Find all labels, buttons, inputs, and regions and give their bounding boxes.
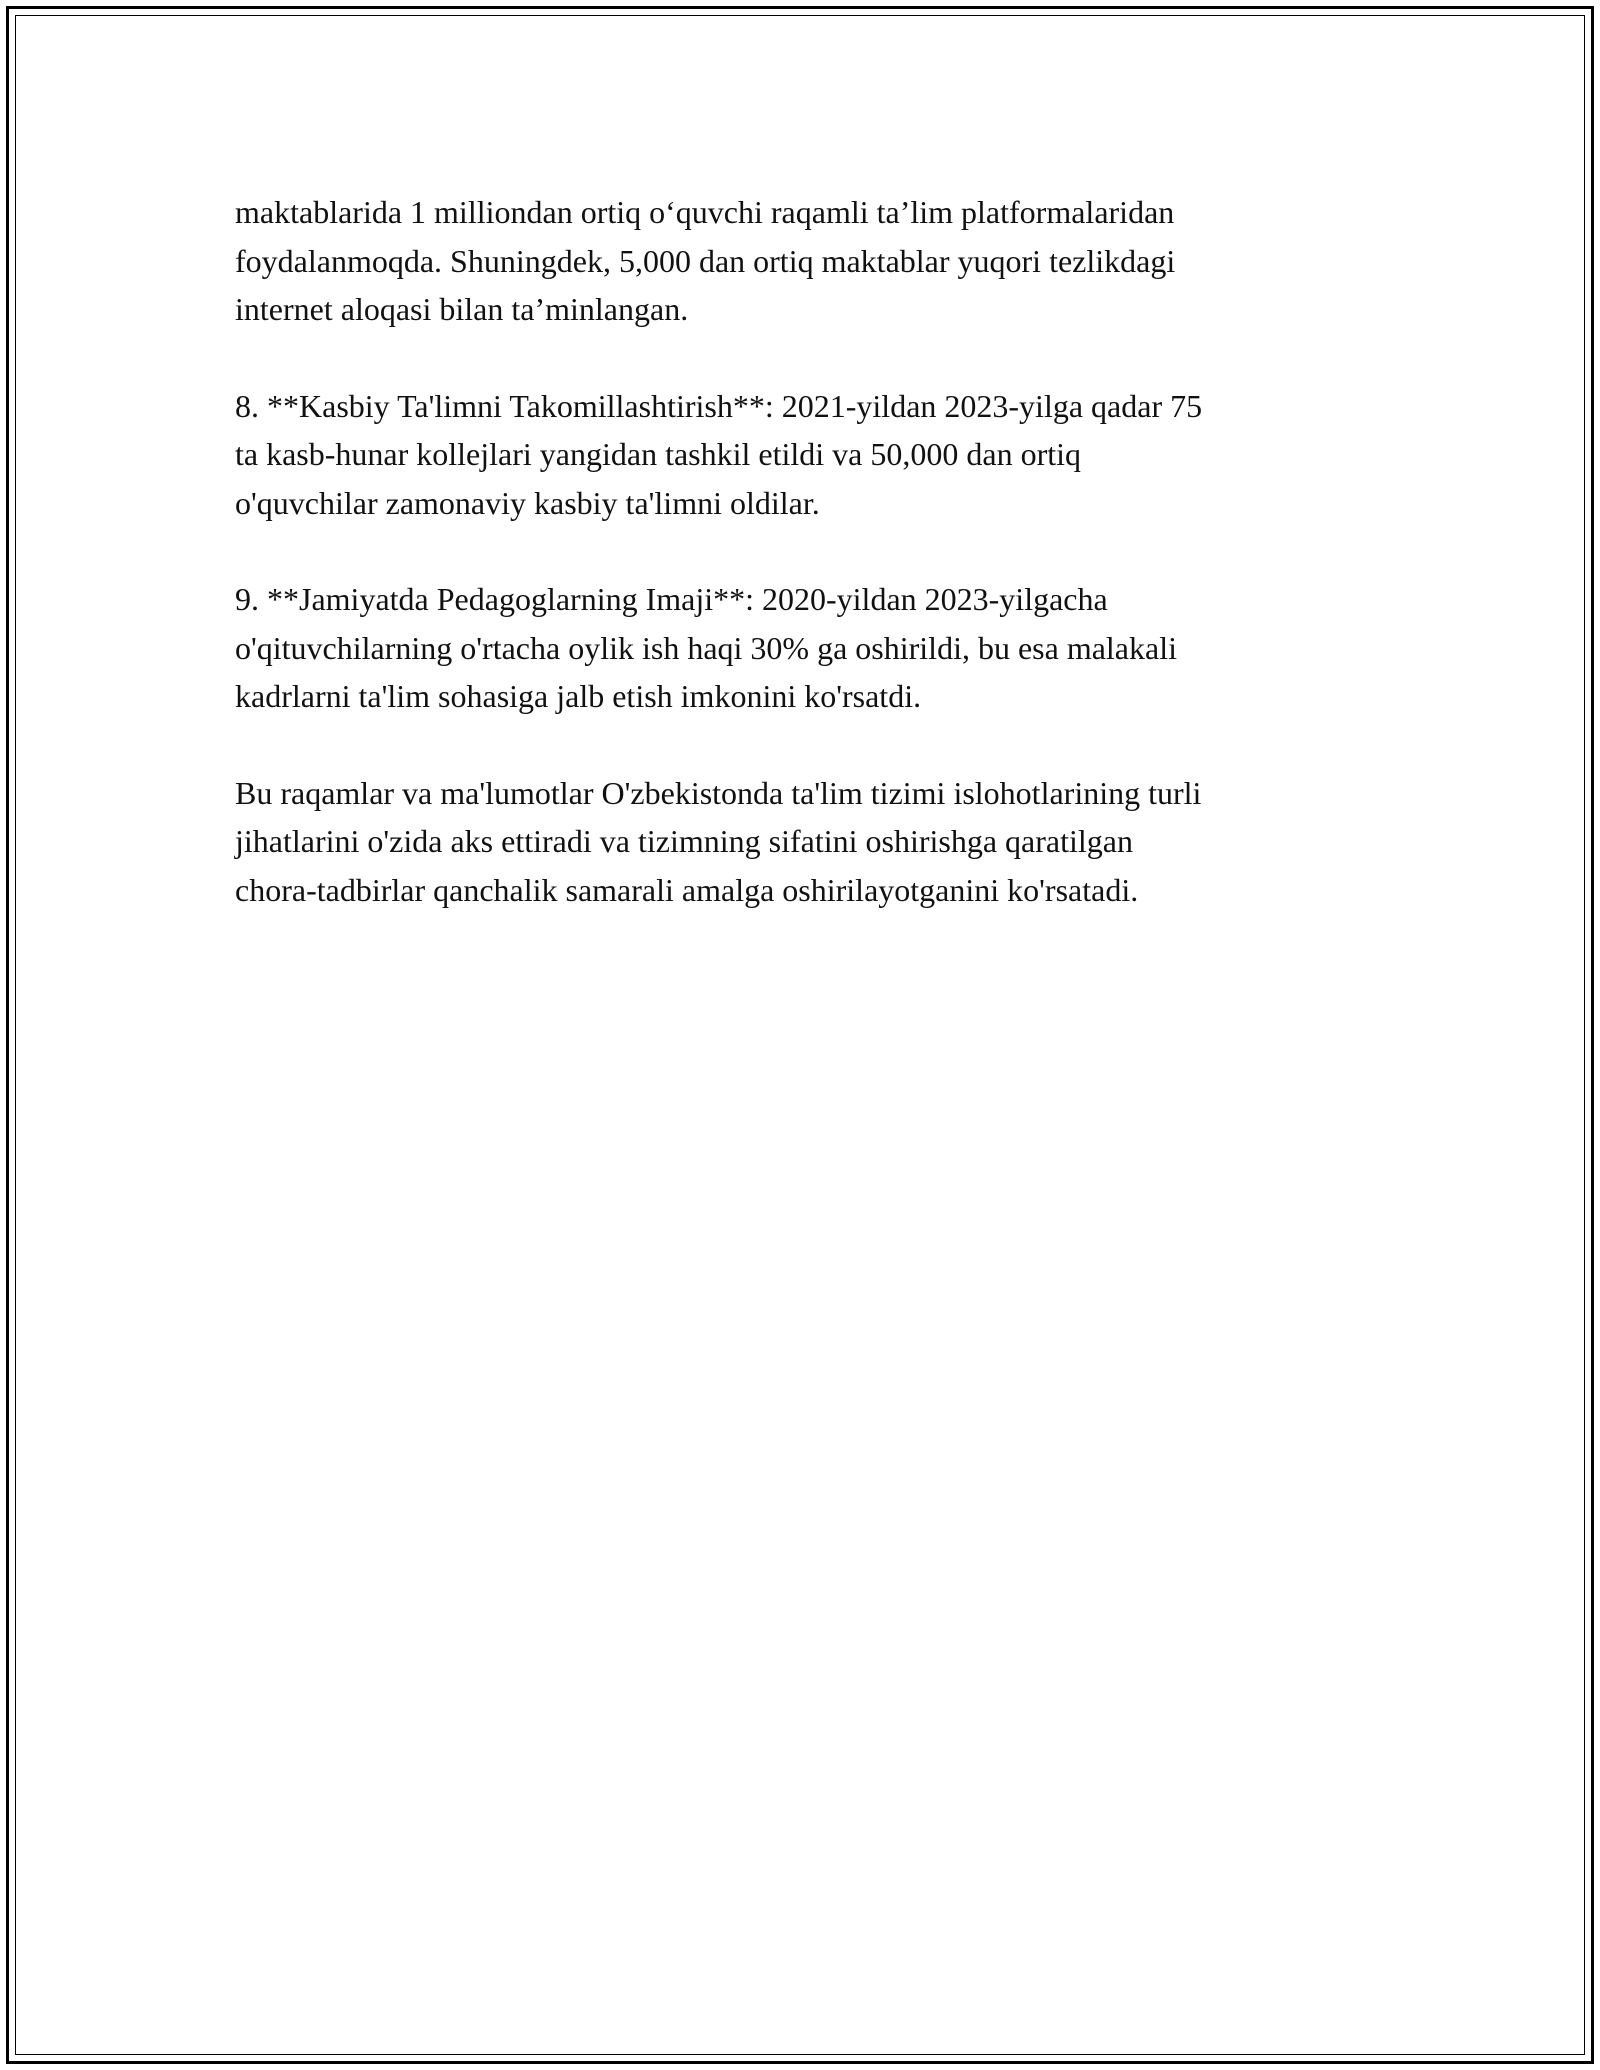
paragraph-teacher-image: 9. **Jamiyatda Pedagoglarning Imaji**: 2020-yildan 2023-yilgacha o'qituvchilarning o'rtacha oylik ish haqi 30% ga oshirildi, bu esa malakali kadrlarni ta'lim sohasiga jalb etish imkonini ko'rsatdi. xyxy=(235,581,1177,714)
document-body xyxy=(235,188,1375,962)
paragraph-vocational-education: 8. **Kasbiy Ta'limni Takomillashtirish**: 2021-yildan 2023-yilga qadar 75 ta kasb-hunar kollejlari yangidan tashkil etildi va 50,000 dan ortiq o'quvchilar zamonaviy kasbiy ta'limni oldilar. xyxy=(235,387,1203,521)
paragraph-digital-education: maktablarida 1 milliondan ortiq o‘quvchi raqamli ta’lim platformalaridan foydalanmoqda. Shuningdek, 5,000 dan ortiq maktablar yuqori tezlikdagi internet aloqasi bilan ta’minlangan. xyxy=(235,194,1176,327)
paragraph-conclusion: Bu raqamlar va ma'lumotlar O'zbekistonda ta'lim tizimi islohotlarining turli jihatlarini o'zida aks ettiradi va tizimning sifatini oshirishga qaratilgan chora-tadbirlar qanchalik samarali amalga oshirilayotganini ko'rsatadi. xyxy=(235,774,1202,908)
